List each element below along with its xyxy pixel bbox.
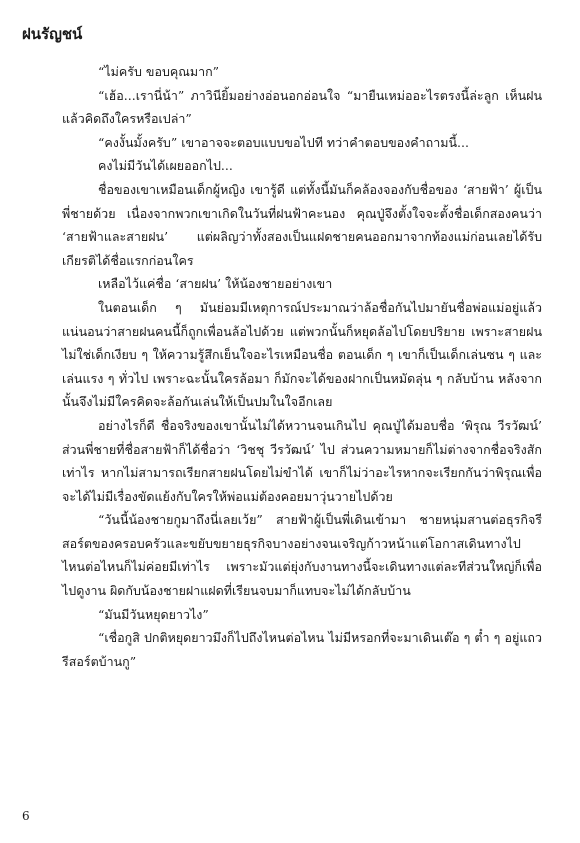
paragraph: อย่างไรก็ดี ชื่อจริงของเขานั้นไม่ได้หวานจนเกินไป คุณปู่ได้มอบชื่อ ‘พิรุณ วีรวัฒน์’ ส่วนพี่ชายที่ชื่อสายฟ้าก็ได้ชื่อว่า ‘วิชชุ วีรวัฒน์’ ไป ส่วนความหมายก็ไม่ต่างจากชื่อจริงสักเท่าไร หากไม่สามารถเรียกสายฝนโดยไม่ขำได้ เขาก็ไม่ว่าอะไรหากจะเรียกกันว่าพิรุณเพื่อจะได้ไม่มีเรื่องขัดแย้งกับใครให้พ่อแม่ต้องคอยมาวุ่นวายไปด้วย xyxy=(62,417,542,504)
paragraph: “มันมีวันหยุดยาวไง” xyxy=(98,606,209,622)
paragraph: “เชื่อกูสิ ปกติหยุดยาวมึงก็ไปถึงไหนต่อไหน ไม่มีหรอกที่จะมาเดินเต๊อ ๆ ต๋ำ ๆ อยู่แถวรีสอร์ตบ้านกู” xyxy=(62,630,542,669)
paragraph: “วันนี้น้องชายกูมาถึงนี่เลยเว้ย” สายฟ้าผู้เป็นพี่เดินเข้ามา ชายหนุ่มสานต่อธุรกิจรีสอร์ตของครอบครัวและขยับขยายธุรกิจบางอย่างจนเจริญก้าวหน้าแต่โอกาสเดินทางไปไหนต่อไหนก็ไม่ค่อยมีเท่าไร เพราะมัวแต่ยุ่งกับงานทางนี้จะเดินทางแต่ละทีส่วนใหญ่ก็เพื่อไปดูงาน ผิดกับน้องชายฝาแฝดที่เรียนจบมาก็แทบจะไม่ได้กลับบ้าน xyxy=(62,512,542,599)
body-text xyxy=(62,60,542,673)
paragraph: คงไม่มีวันได้เผยออกไป... xyxy=(98,158,233,174)
page-number: 6 xyxy=(22,809,30,823)
paragraph: “คงงั้นมั้งครับ” เขาอาจจะตอบแบบขอไปที ทว่าคำตอบของคำถามนี้... xyxy=(98,134,469,150)
running-title: ฝนรัญชน์ xyxy=(22,25,83,43)
paragraph: “เฮ้อ...เรานี่น้า” ภาวินียิ้มอย่างอ่อนอกอ่อนใจ “มายืนเหม่ออะไรตรงนี้ล่ะลูก เห็นฝนแล้วคิดถึงใครหรือเปล่า” xyxy=(62,87,542,127)
paragraph: เหลือไว้แค่ชื่อ ‘สายฝน’ ให้น้องชายอย่างเขา xyxy=(98,276,333,292)
paragraph: “ไม่ครับ ขอบคุณมาก” xyxy=(98,64,220,79)
paragraph: ชื่อของเขาเหมือนเด็กผู้หญิง เขารู้ดี แต่ทั้งนี้มันก็คล้องจองกับชื่อของ ‘สายฟ้า’ ผู้เป็นพี่ชายด้วย เนื่องจากพวกเขาเกิดในวันที่ฝนฟ้าคะนอง คุณปู่จึงตั้งใจจะตั้งชื่อเด็กสองคนว่า ‘สายฟ้าและสายฝน’ แต่ผลิญว่าทั้งสองเป็นแฝดชายคนออกมาจากท้องแม่ก่อนเลยได้รับเกียรติได้ชื่อแรกก่อนใคร xyxy=(62,181,542,268)
paragraph: ในตอนเด็ก ๆ มันย่อมมีเหตุการณ์ประมาณว่าล้อชื่อกันไปมายันชื่อพ่อแม่อยู่แล้ว แน่นอนว่าสายฝนคนนี้ก็ถูกเพื่อนล้อไปด้วย แต่พวกนั้นก็หยุดล้อไปโดยปริยาย เพราะสายฝนไม่ใช่เด็กเงียบ ๆ ให้ความรู้สึกเย็นใจอะไรเหมือนชื่อ ตอนเด็ก ๆ เขาก็เป็นเด็กเล่นซน ๆ และเล่นแรง ๆ ทั่วไป เพราะฉะนั้นใครล้อมา ก็มักจะได้ของฝากเป็นหมัดลุ่น ๆ กลับบ้าน หลังจากนั้นจึงไม่มีใครคิดจะล้อกันเล่นให้เป็นปมในใจอีกเลย xyxy=(62,299,542,410)
